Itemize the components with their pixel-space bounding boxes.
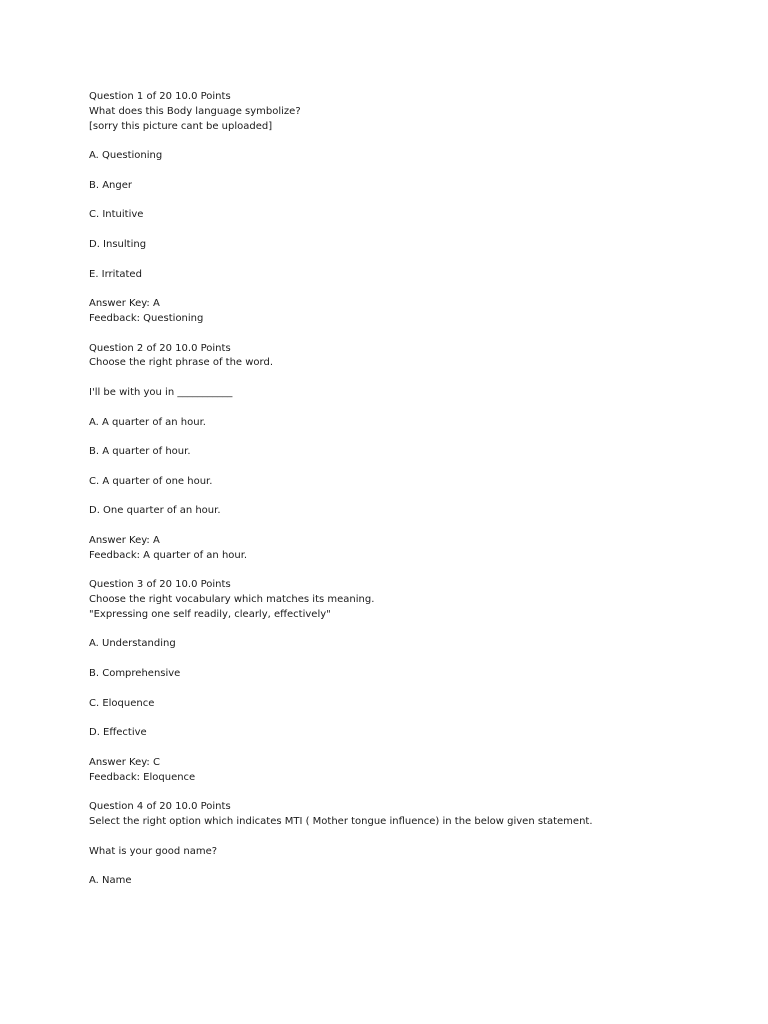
answer-option: B. Comprehensive [89,668,181,680]
answer-key: Answer Key: A [89,298,160,310]
answer-option: A. Name [89,875,132,887]
feedback: Feedback: Eloquence [89,771,196,783]
question-header: Question 2 of 20 10.0 Points [89,342,231,354]
question-prompt: [sorry this picture cant be uploaded] [89,120,273,132]
feedback: Feedback: Questioning [89,312,204,324]
answer-option: A. Understanding [89,638,176,650]
answer-option: B. A quarter of hour. [89,446,191,458]
answer-option: B. Anger [89,179,133,191]
question-prompt: Select the right option which indicates MTI ( Mother tongue influence) in the below given statement. [89,816,593,828]
question-block [89,800,729,889]
question-prompt: What does this Body language symbolize? [89,105,301,117]
question-block [89,90,729,342]
question-prompt: "Expressing one self readily, clearly, effectively" [89,608,331,620]
answer-key: Answer Key: C [89,756,160,768]
question-statement: What is your good name? [89,845,218,857]
answer-option: D. Effective [89,727,147,739]
question-header: Question 4 of 20 10.0 Points [89,801,231,813]
answer-option: C. Eloquence [89,697,155,709]
answer-option: D. One quarter of an hour. [89,505,221,517]
answer-key: Answer Key: A [89,534,160,546]
question-statement: I'll be with you in ___________ [89,386,233,398]
answer-option: A. Questioning [89,150,163,162]
answer-option: A. A quarter of an hour. [89,416,206,428]
feedback: Feedback: A quarter of an hour. [89,549,248,561]
answer-option: C. Intuitive [89,209,144,221]
question-block [89,342,729,579]
question-block [89,578,729,800]
answer-option: C. A quarter of one hour. [89,475,213,487]
question-header: Question 1 of 20 10.0 Points [89,91,231,102]
question-prompt: Choose the right phrase of the word. [89,357,273,369]
question-prompt: Choose the right vocabulary which matches its meaning. [89,594,375,606]
answer-option: E. Irritated [89,268,142,280]
document-page [89,90,729,889]
question-header: Question 3 of 20 10.0 Points [89,579,231,591]
answer-option: D. Insulting [89,238,147,250]
